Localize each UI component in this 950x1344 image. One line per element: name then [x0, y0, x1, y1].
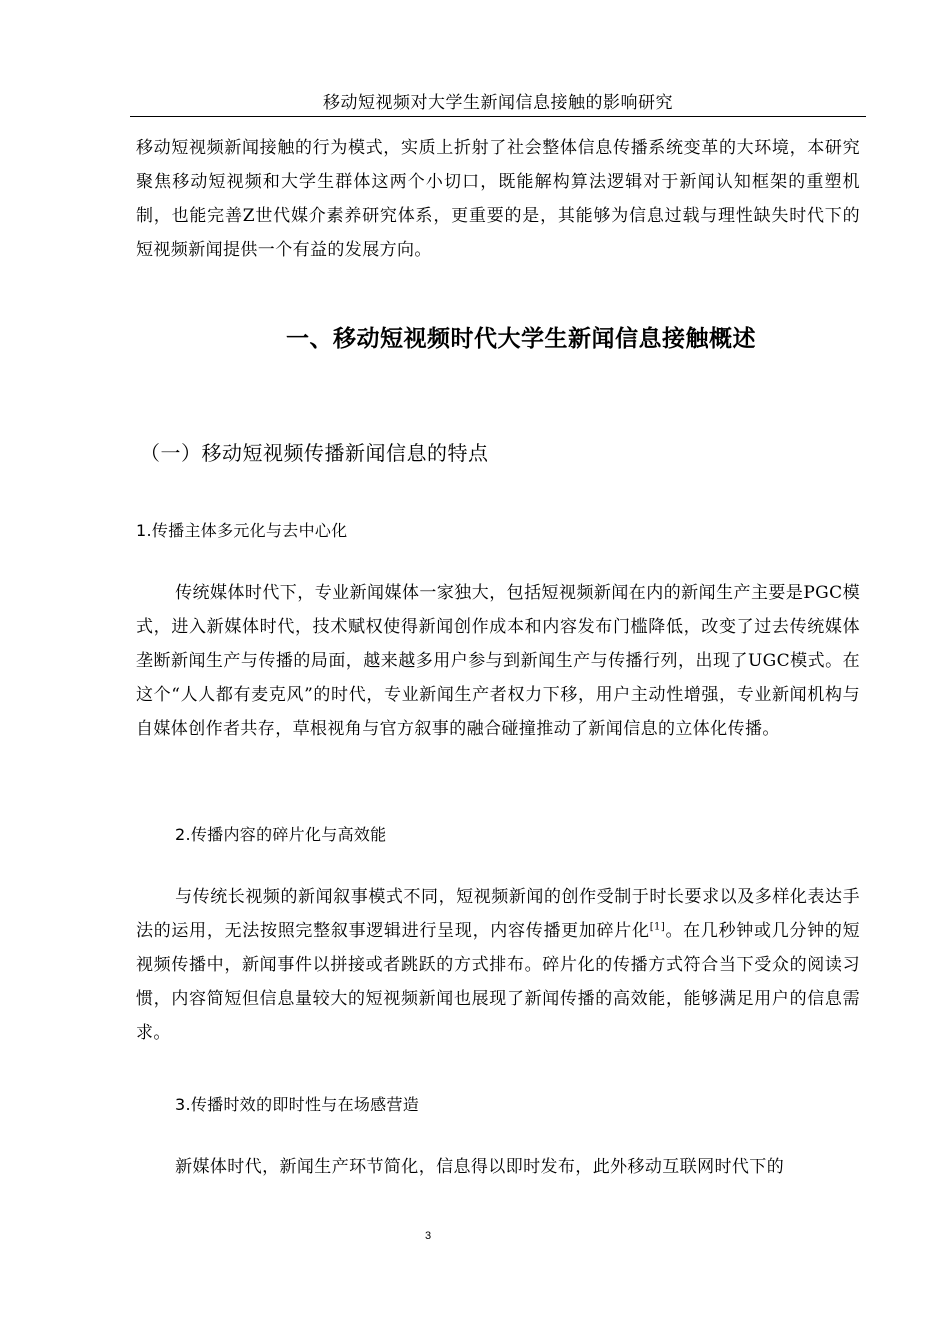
page-header-title: 移动短视频对大学生新闻信息接触的影响研究 [323, 93, 673, 113]
citation-marker: [1] [649, 921, 666, 933]
subsection-heading-1: 1.传播主体多元化与去中心化 [136, 521, 348, 540]
chapter-heading: 一、移动短视频时代大学生新闻信息接触概述 [286, 326, 756, 352]
intro-paragraph: 移动短视频新闻接触的行为模式，实质上折射了社会整体信息传播系统变革的大环境，本研究聚焦移动短视频和大学生群体这两个小切口，既能解构算法逻辑对于新闻认知框架的重塑机制，也能完善Z世代媒介素养研究体系，更重要的是，其能够为信息过载与理性缺失时代下的短视频新闻提供一个有益的发展方向。 [136, 138, 860, 260]
subsection-heading-3: 3.传播时效的即时性与在场感营造 [175, 1095, 420, 1114]
subsection-paragraph-2 [136, 880, 860, 1050]
paragraph-2-text-before-citation: 与传统长视频的新闻叙事模式不同，短视频新闻的创作受制于时长要求以及多样化表达手法的运用，无法按照完整叙事逻辑进行呈现，内容传播更加碎片化 [136, 887, 860, 941]
header-rule [130, 116, 866, 117]
subsection-heading-2: 2.传播内容的碎片化与高效能 [175, 825, 387, 844]
paragraph-2-text-after-citation: 。在几秒钟或几分钟的短视频传播中，新闻事件以拼接或者跳跃的方式排布。碎片化的传播方式符合当下受众的阅读习惯，内容简短但信息量较大的短视频新闻也展现了新闻传播的高效能，能够满足用户的信息需求。 [136, 921, 860, 1043]
section-heading: （一）移动短视频传播新闻信息的特点 [140, 441, 489, 465]
page-number: 3 [424, 1230, 432, 1242]
subsection-paragraph-1: 传统媒体时代下，专业新闻媒体一家独大，包括短视频新闻在内的新闻生产主要是PGC模式，进入新媒体时代，技术赋权使得新闻创作成本和内容发布门槛降低，改变了过去传统媒体垄断新闻生产与传播的局面，越来越多用户参与到新闻生产与传播行列，出现了UGC模式。在这个“人人都有麦克风”的时代，专业新闻生产者权力下移，用户主动性增强，专业新闻机构与自媒体创作者共存，草根视角与官方叙事的融合碰撞推动了新闻信息的立体化传播。 [136, 583, 860, 739]
subsection-paragraph-3: 新媒体时代，新闻生产环节简化，信息得以即时发布，此外移动互联网时代下的 [175, 1157, 785, 1177]
